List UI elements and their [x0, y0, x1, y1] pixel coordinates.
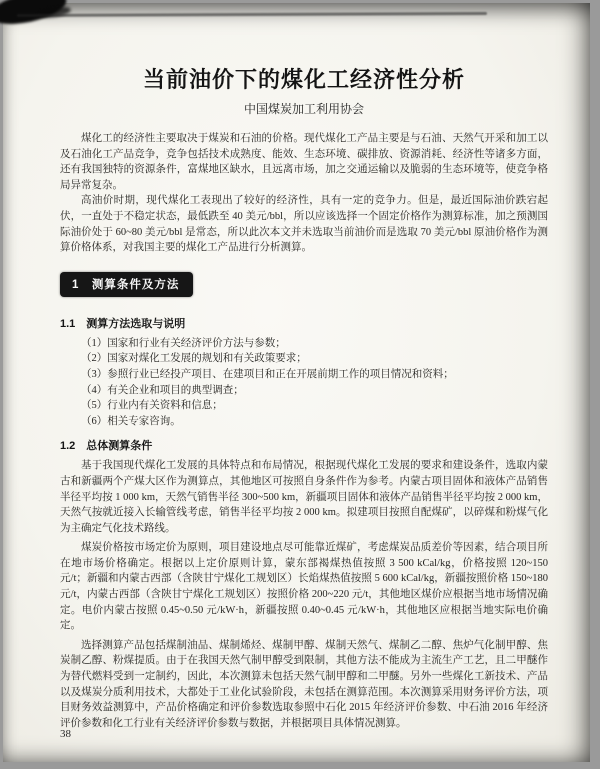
body-paragraph: 煤炭价格按市场定价为原则，项目建设地点尽可能靠近煤矿，考虑煤炭品质差价等因素，结合项目所在地市场价格确定。根据以上定价原则计算，蒙东部褐煤热值按照 3 500 kCal/kg，价格按照 120~150 元/t；新疆和内蒙古西部（含陕甘宁煤化工规划区）长焰煤热值按照 5 600 kCal/kg，新疆按照价格 150~180 元/t，内蒙古西部（含陕甘宁煤化工规划区）按照价格 200~220 元/t，其他地区煤价应根据当地市场情况确定。电价内蒙古按照 0.45~0.50 元/kW·h，新疆按照 0.40~0.45 元/kW·h，其他地区应根据当地实际电价确定。	[60, 542, 548, 632]
document-content	[60, 63, 548, 731]
section-1-2-heading: 1.2 总体测算条件	[60, 440, 153, 453]
section-1-1-heading: 1.1 测算方法选取与说明	[60, 317, 186, 330]
list-item: （4）有关企业和项目的典型调查；	[81, 384, 244, 396]
method-list	[60, 336, 548, 430]
intro-paragraph: 高油价时期，现代煤化工表现出了较好的经济性，具有一定的竞争力。但是，最近国际油价跌宕起伏，一直处于不稳定状态，最低跌至 40 美元/bbl，所以应该选择一个固定价格作为测算标准，加之预测国际油价处于 60~80 美元/bbl 是常态，所以此次本文并未选取当前油价而是选取 70 美元/bbl 原油价格作为测算价格体系，对我国主要的煤化工产品进行分析测算。	[60, 195, 548, 254]
list-item: （2）国家对煤化工发展的规划和有关政策要求；	[81, 353, 307, 365]
list-item: （1）国家和行业有关经济评价方法与参数；	[81, 337, 286, 349]
list-item: （6）相关专家咨询。	[81, 415, 181, 427]
intro-paragraph: 煤化工的经济性主要取决于煤炭和石油的价格。现代煤化工产品主要是与石油、天然气开采和加工以及石油化工产品竞争，竞争包括技术成熟度、能效、生态环境、碳排放、资源消耗、经济性等诸多方面，还有我国独特的资源条件，富煤地区缺水，且远离市场，加之交通运输以及脆弱的生态环境等，使竞争格局异常复杂。	[60, 133, 548, 191]
body-paragraph: 选择测算产品包括煤制油品、煤制烯烃、煤制甲醇、煤制天然气、煤制乙二醇、焦炉气化制甲醇、焦炭制乙醇、粉煤提质。由于在我国天然气制甲醇受到限制，其他方法不能成为主流生产工艺，且二甲醚作为替代燃料受到一定制约，因此，本次测算未包括天然气制甲醇和二甲醚。另外一些煤化工新技术、产品以及煤炭分质利用技术，大都处于工业化试验阶段，未包括在测算范围。本次测算采用财务评价方法，项目财务效益测算中，产品价格确定和评价参数选取参照中石化 2015 年经济评价参数、中石油 2016 年经济评价参数和化工行业有关经济评价参数与数据，并根据项目具体情况测算。	[60, 639, 548, 729]
page-number: 38	[60, 728, 71, 740]
paper-sheet	[3, 3, 590, 762]
section-1-heading: 1 测算条件及方法	[60, 272, 193, 297]
page-title: 当前油价下的煤化工经济性分析	[142, 67, 465, 92]
body-paragraph: 基于我国现代煤化工发展的具体特点和布局情况，根据现代煤化工发展的要求和建设条件，选取内蒙古和新疆两个产煤大区作为测算点，其他地区可按照自身条件作为参考。内蒙古项目固体和液体产品销售半径平均按 1 000 km，天然气销售半径 300~500 km，新疆项目固体和液体产品销售半径平均按 2 000 km，天然气按就近接入长输管线考虑，销售半径平均按 2 000 km。拟建项目按照自配煤矿，以碎煤和粉煤气化为主确定气化技术路线。	[60, 460, 548, 534]
author-line: 中国煤炭加工利用协会	[243, 102, 364, 116]
list-item: （3）参照行业已经投产项目、在建项目和正在开展前期工作的项目情况和资料；	[81, 368, 454, 380]
list-item: （5）行业内有关资料和信息；	[81, 400, 223, 412]
scan-streak-artifact	[17, 12, 487, 17]
